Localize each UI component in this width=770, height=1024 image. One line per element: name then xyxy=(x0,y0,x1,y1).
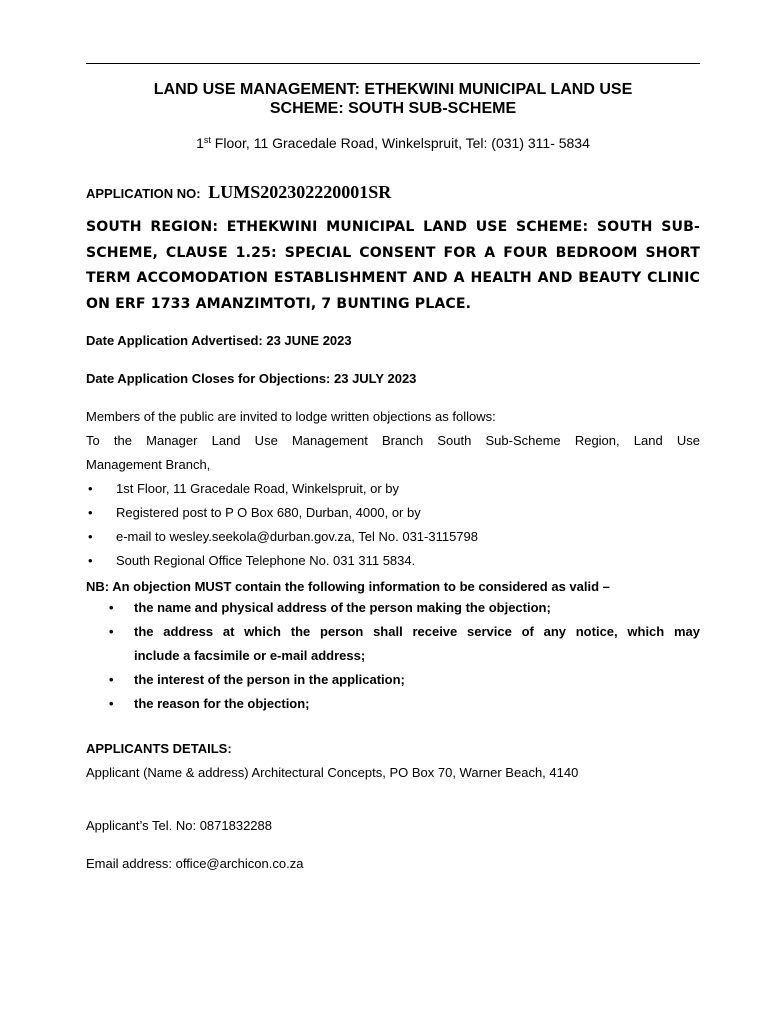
top-rule xyxy=(86,63,700,64)
title-line-2: SCHEME: SOUTH SUB-SCHEME xyxy=(269,100,517,117)
applicant-heading: APPLICANTS DETAILS: xyxy=(86,741,232,756)
floor-suffix: st xyxy=(203,135,211,145)
lodge-option: • 1st Floor, 11 Gracedale Road, Winkelspruit, or by xyxy=(86,477,700,501)
applicant-email: Email address: office@archicon.co.za xyxy=(86,856,304,871)
requirement-line: • the address at which the person shall receive service of any notice, which may xyxy=(134,624,700,639)
application-number-row xyxy=(86,182,391,203)
application-label: APPLICATION NO: xyxy=(86,186,201,201)
floor-number: 1 xyxy=(196,135,204,151)
requirement-item: • the reason for the objection; xyxy=(106,692,700,716)
title-line-1: LAND USE MANAGEMENT: ETHEKWINI MUNICIPAL LAND USE xyxy=(153,81,633,98)
application-number: LUMS202302220001SR xyxy=(208,182,392,202)
requirement-item: • the name and physical address of the person making the objection; xyxy=(106,596,700,620)
intro-line-3: Management Branch, xyxy=(86,457,211,472)
date-closes: Date Application Closes for Objections: 23 JULY 2023 xyxy=(86,371,417,386)
applicant-name-address: Applicant (Name & address) Architectural Concepts, PO Box 70, Warner Beach, 4140 xyxy=(86,765,579,780)
document-title xyxy=(86,80,700,118)
intro-line-2: To the Manager Land Use Management Branch South Sub-Scheme Region, Land Use xyxy=(86,433,700,448)
office-address xyxy=(86,134,700,152)
requirements-list xyxy=(106,596,700,716)
nb-note: NB: An objection MUST contain the following information to be considered as valid – xyxy=(86,579,610,594)
lodge-option: • e-mail to wesley.seekola@durban.gov.za, Tel No. 031-3115798 xyxy=(86,525,700,549)
application-heading: SOUTH REGION: ETHEKWINI MUNICIPAL LAND USE SCHEME: SOUTH SUB-SCHEME, CLAUSE 1.25: SPECIAL CONSENT FOR A FOUR BEDROOM SHORT TERM ACCOMODATION ESTABLISHMENT AND A HEALTH AND BEAUTY CLINIC ON ERF 1733 AMANZIMTOTI, 7 BUNTING PLACE. xyxy=(86,219,700,312)
requirement-line: include a facsimile or e-mail address; xyxy=(134,648,366,663)
lodge-options-list xyxy=(86,477,700,573)
office-address-text: Floor, 11 Gracedale Road, Winkelspruit, Tel: (031) 311- 5834 xyxy=(210,135,590,151)
date-advertised: Date Application Advertised: 23 JUNE 2023 xyxy=(86,333,352,348)
applicant-tel: Applicant’s Tel. No: 0871832288 xyxy=(86,818,272,833)
lodge-option: • Registered post to P O Box 680, Durban, 4000, or by xyxy=(86,501,700,525)
requirement-item xyxy=(106,620,700,668)
requirement-item: • the interest of the person in the application; xyxy=(106,668,700,692)
lodge-option: • South Regional Office Telephone No. 031 311 5834. xyxy=(86,549,700,573)
intro-text xyxy=(86,405,700,477)
intro-line-1: Members of the public are invited to lodge written objections as follows: xyxy=(86,409,496,424)
